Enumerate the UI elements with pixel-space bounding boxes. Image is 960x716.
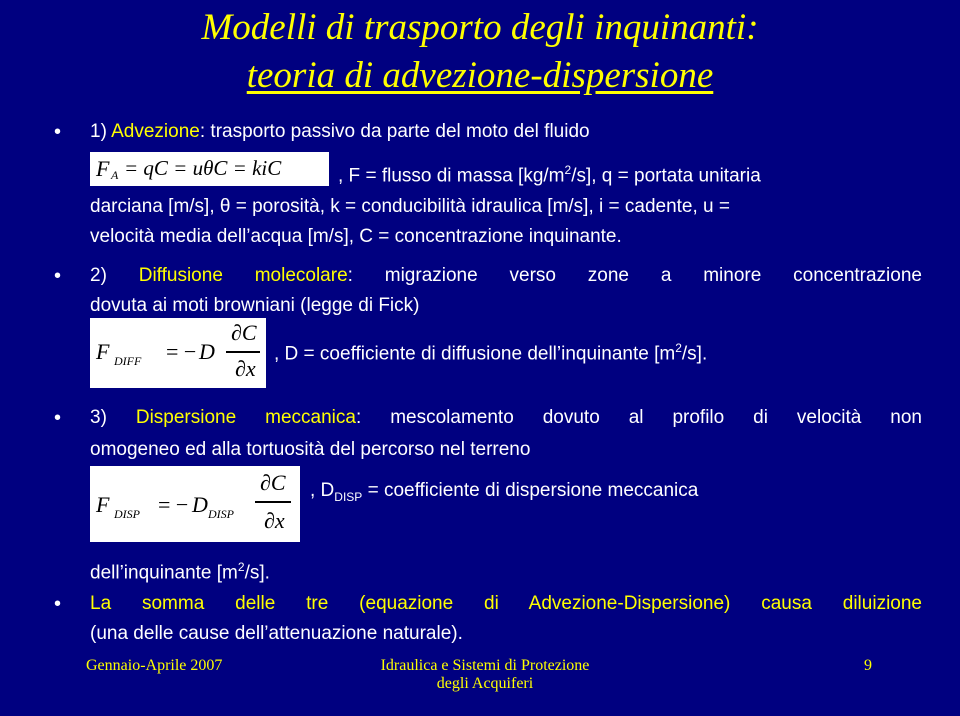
diffusione-heading: 2) Diffusione molecolare: migrazione verso zone a minore concentrazione [90, 265, 922, 286]
advezione-heading: 1) Advezione: trasporto passivo da parte del moto del fluido [90, 121, 590, 142]
dispersione-heading: 3) Dispersione meccanica: mescolamento dovuto al profilo di velocità non [90, 407, 923, 428]
advezione-label: Advezione [111, 121, 200, 142]
footer-date: Gennaio-Aprile 2007 [86, 657, 223, 674]
diffusione-label: Diffusione molecolare [138, 265, 348, 286]
page-subtitle: teoria di advezione-dispersione [246, 55, 714, 96]
page-title: Modelli di trasporto degli inquinanti: [201, 7, 759, 48]
bullet-somma: • [54, 593, 62, 615]
bullet-advezione: • [54, 121, 62, 143]
diffusione-formula: F DIFF = − D ∂C ∂x [90, 318, 266, 388]
dispersione-line2: omogeneo ed alla tortuosità del percorso nel terreno [90, 439, 531, 460]
diffusione-desc: , D = coefficiente di diffusione dell’inquinante $[m^2/s]$. [274, 341, 708, 365]
bullet-diffusione: • [54, 265, 62, 287]
advezione-line3: darciana [m/s], θ = porosità, k = conducibilità idraulica [m/s], i = cadente, u = [90, 196, 730, 217]
footer-course: Idraulica e Sistemi di Protezione degli Acquiferi [380, 657, 590, 692]
footer-page-number: 9 [864, 657, 872, 674]
advezione-formula: F A = qC = uθC = kiC [90, 152, 329, 186]
somma-line2: (una delle cause dell’attenuazione naturale). [90, 623, 463, 644]
advezione-definitions: , F = flusso di massa $[kg/m^2/s]$, q = portata unitaria [338, 163, 761, 187]
bullet-dispersione: • [54, 407, 62, 429]
dispersione-label: Dispersione meccanica [135, 407, 356, 428]
dispersione-formula: F DISP = − D DISP ∂C ∂x [90, 466, 300, 542]
somma-line1: La somma delle tre (equazione di Advezione-Dispersione) causa diluizione [90, 593, 922, 614]
advezione-line4: velocità media dell’acqua [m/s], C = concentrazione inquinante. [90, 226, 622, 247]
diffusione-line2: dovuta ai moti browniani (legge di Fick) [90, 295, 420, 316]
dispersione-line-end: dell’inquinante $[m^2/s]$. [90, 560, 270, 584]
dispersione-desc: , $D_{DISP}$ = coefficiente di dispersione meccanica [310, 480, 699, 504]
